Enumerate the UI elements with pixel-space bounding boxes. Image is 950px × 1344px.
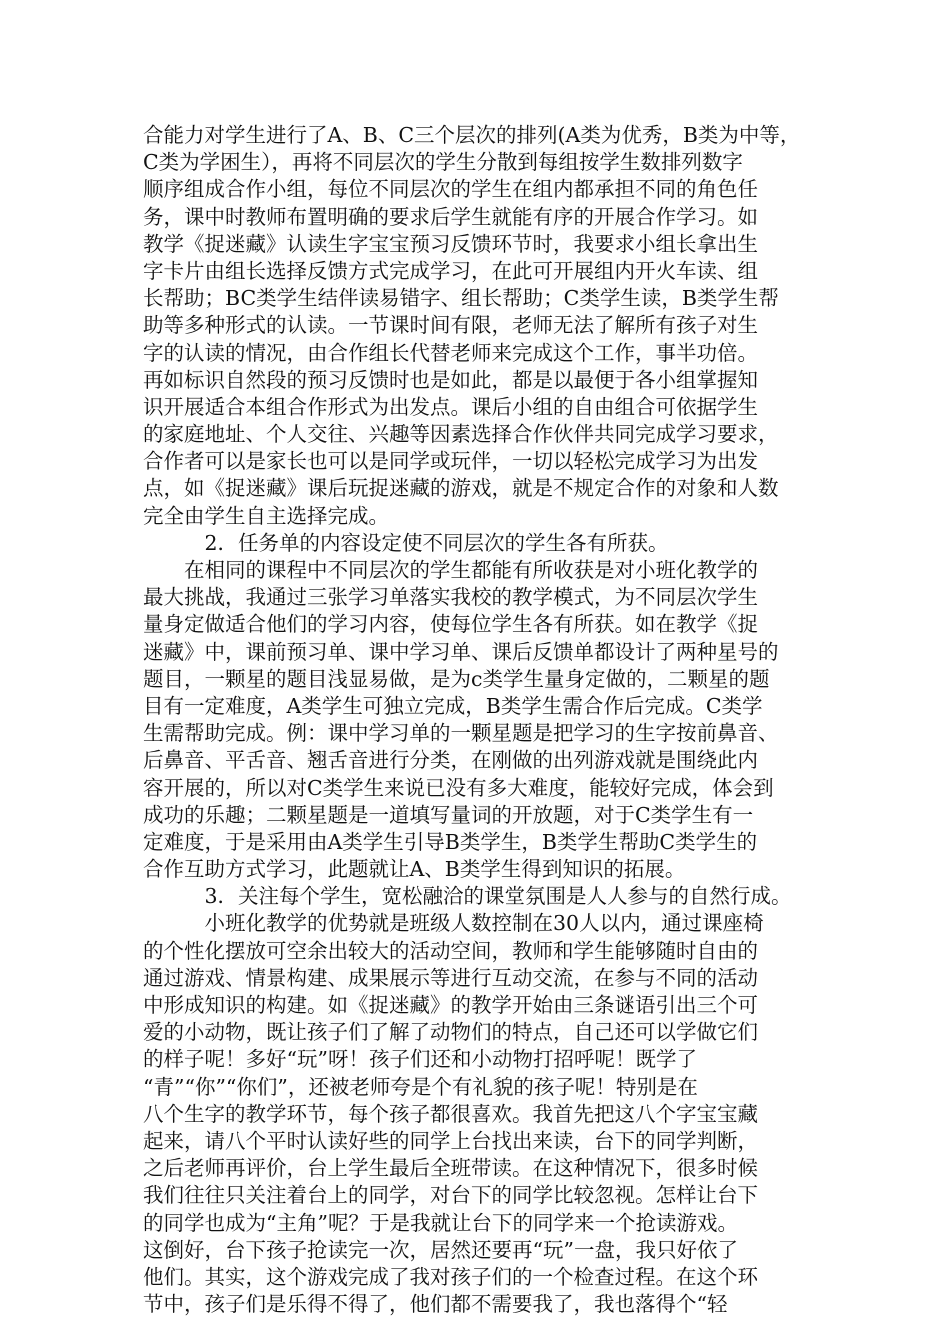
text-line: 成功的乐趣；二颗星题是一道填写量词的开放题，对于C类学生有一: [143, 802, 754, 827]
text-line: 最大挑战，我通过三张学习单落实我校的教学模式，为不同层次学生: [143, 585, 758, 610]
text-line: 起来，请八个平时认读好些的同学上台找出来读，台下的同学判断，: [143, 1128, 758, 1153]
section-heading-2: 2．任务单的内容设定使不同层次的学生各有所获。: [143, 530, 669, 555]
text-line: 合能力对学生进行了A、B、C三个层次的排列(A类为优秀，B类为中等，: [143, 123, 801, 147]
text-line: 的样子呢！多好“玩”呀！孩子们还和小动物打招呼呢！既学了: [143, 1047, 697, 1072]
text-line: 的家庭地址、个人交往、兴趣等因素选择合作伙伴共同完成学习要求，: [143, 422, 779, 447]
text-line: 之后老师再评价，台上学生最后全班带读。在这种情况下，很多时候: [143, 1156, 758, 1181]
text-line: 题目，一颗星的题目浅显易做，是为c类学生量身定做的，二颗星的题: [143, 666, 770, 691]
text-line: 小班化教学的优势就是班级人数控制在30人以内，通过课座椅: [143, 911, 764, 936]
text-line: 务，课中时教师布置明确的要求后学生就能有序的开展合作学习。如: [143, 204, 758, 229]
text-line: 顺序组成合作小组，每位不同层次的学生在组内都承担不同的角色任: [143, 177, 758, 202]
section-heading-3: 3．关注每个学生，宽松融洽的课堂氛围是人人参与的自然行成。: [143, 884, 792, 909]
text-line: 定难度，于是采用由A类学生引导B类学生，B类学生帮助C类学生的: [143, 829, 758, 854]
text-line: 容开展的，所以对C类学生来说已没有多大难度，能较好完成，体会到: [143, 775, 774, 800]
text-line: 他们。其实，这个游戏完成了我对孩子们的一个检查过程。在这个环: [143, 1264, 758, 1289]
text-line: 目有一定难度，A类学生可独立完成，B类学生需合作后完成。C类学: [143, 693, 763, 718]
text-line: 中形成知识的构建。如《捉迷藏》的教学开始由三条谜语引出三个可: [143, 993, 758, 1017]
text-line: 八个生字的教学环节，每个孩子都很喜欢。我首先把这八个字宝宝藏: [143, 1101, 758, 1126]
text-line: 助等多种形式的认读。一节课时间有限，老师无法了解所有孩子对生: [143, 313, 758, 338]
text-line: C类为学困生），再将不同层次的学生分散到每组按学生数排列数字: [143, 150, 743, 175]
text-line: 爱的小动物，既让孩子们了解了动物们的特点，自己还可以学做它们: [143, 1020, 758, 1045]
text-line: 再如标识自然段的预习反馈时也是如此，都是以最便于各小组掌握知: [143, 367, 758, 392]
text-line: 完全由学生自主选择完成。: [143, 503, 389, 528]
text-line: 长帮助；BC类学生结伴读易错字、组长帮助；C类学生读，B类学生帮: [143, 286, 779, 311]
text-line: 我们往往只关注着台上的同学，对台下的同学比较忽视。怎样让台下: [143, 1183, 758, 1208]
text-line: 识开展适合本组合作形式为出发点。课后小组的自由组合可依据学生: [143, 394, 758, 419]
text-line: 节中，孩子们是乐得不得了，他们都不需要我了，我也落得个“轻: [143, 1292, 728, 1317]
text-line: 的个性化摆放可空余出较大的活动空间，教师和学生能够随时自由的: [143, 938, 758, 963]
text-line: 字卡片由组长选择反馈方式完成学习，在此可开展组内开火车读、组: [143, 258, 758, 283]
body-text: [143, 122, 823, 1318]
text-line: 教学《捉迷藏》认读生字宝宝预习反馈环节时，我要求小组长拿出生: [143, 231, 758, 256]
text-line: 后鼻音、平舌音、翘舌音进行分类，在刚做的出列游戏就是围绕此内: [143, 748, 758, 773]
text-line: 迷藏》中，课前预习单、课中学习单、课后反馈单都设计了两种星号的: [143, 639, 779, 664]
text-line: 在相同的课程中不同层次的学生都能有所收获是对小班化教学的: [143, 558, 758, 582]
text-line: 的同学也成为“主角”呢？于是我就让台下的同学来一个抢读游戏。: [143, 1210, 738, 1235]
text-line: 生需帮助完成。例：课中学习单的一颗星题是把学习的生字按前鼻音、: [143, 721, 779, 746]
text-line: 合作互助方式学习，此题就让A、B类学生得到知识的拓展。: [143, 857, 686, 882]
text-line: 通过游戏、情景构建、成果展示等进行互动交流，在参与不同的活动: [143, 965, 758, 990]
text-line: 合作者可以是家长也可以是同学或玩伴，一切以轻松完成学习为出发: [143, 449, 758, 474]
text-line: 字的认读的情况，由合作组长代替老师来完成这个工作，事半功倍。: [143, 340, 758, 365]
text-line: “青”“你”“你们”，还被老师夸是个有礼貌的孩子呢！特别是在: [143, 1074, 698, 1099]
text-line: 点，如《捉迷藏》课后玩捉迷藏的游戏，就是不规定合作的对象和人数: [143, 476, 779, 501]
text-line: 量身定做适合他们的学习内容，使每位学生各有所获。如在教学《捉: [143, 612, 758, 637]
text-line: 这倒好，台下孩子抢读完一次，居然还要再“玩”一盘，我只好依了: [143, 1237, 738, 1262]
